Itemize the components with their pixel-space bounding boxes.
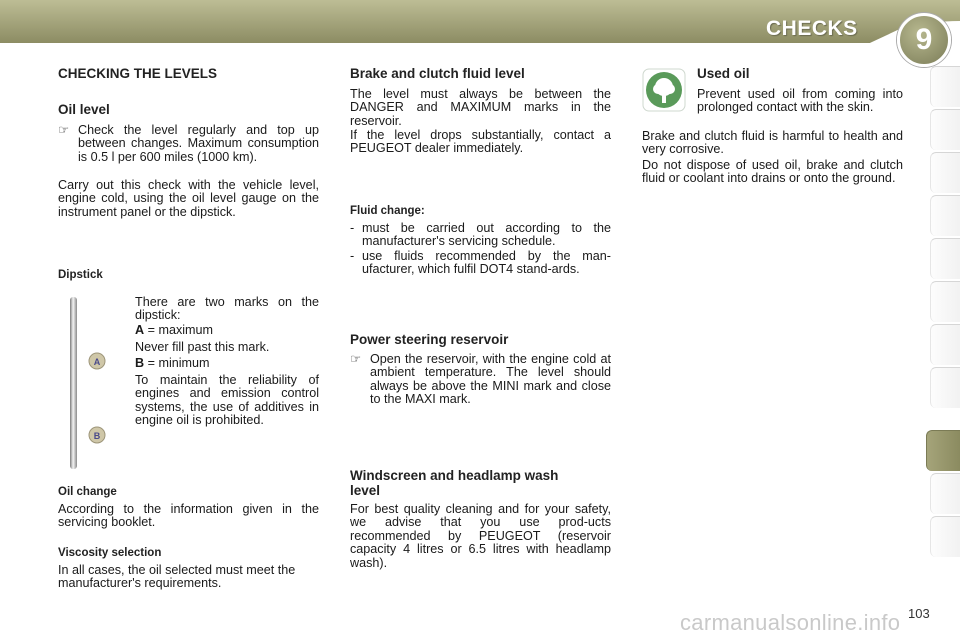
- viscosity-heading: Viscosity selection: [58, 547, 162, 559]
- chapter-number-badge: 9: [897, 13, 951, 67]
- power-steering-heading: Power steering reservoir: [350, 332, 509, 347]
- viscosity-text: In all cases, the oil selected must meet the manufacturer's requirements.: [58, 563, 296, 591]
- list-item: [350, 250, 611, 277]
- chapter-tab-active[interactable]: [926, 430, 960, 471]
- brake-fluid-paragraph-1: The level must always be between the DANGER and MAXIMUM marks in the reservoir.: [350, 87, 611, 128]
- chapter-tab[interactable]: [930, 195, 960, 236]
- svg-text:A: A: [93, 357, 101, 367]
- mark-b-text: = minimum: [144, 356, 210, 370]
- svg-text:B: B: [93, 431, 101, 441]
- dash-marker: -: [350, 248, 355, 263]
- fluid-change-heading: Fluid change:: [350, 205, 425, 217]
- page-title: CHECKING THE LEVELS: [58, 66, 218, 81]
- dipstick-illustration: [62, 295, 122, 471]
- list-item-text: use fluids recommended by the man-ufacturer, which fulfil DOT4 stand-ards.: [362, 248, 611, 277]
- chapter-tab[interactable]: [930, 516, 960, 557]
- mark-a-text: = maximum: [144, 323, 214, 337]
- chapter-title: CHECKS: [766, 17, 858, 40]
- power-steering-bullet: [350, 353, 611, 407]
- page-number: 103: [908, 606, 930, 621]
- pointing-hand-icon: ☞: [58, 123, 70, 137]
- chapter-tab[interactable]: [930, 109, 960, 150]
- pointing-hand-icon: ☞: [350, 352, 362, 366]
- mark-a-letter: A: [135, 323, 145, 337]
- mark-a-line: [135, 324, 319, 337]
- mark-b-line: [135, 357, 319, 370]
- chapter-tab[interactable]: [930, 281, 960, 322]
- chapter-tab[interactable]: [930, 66, 960, 107]
- used-oil-intro: Prevent used oil from coming into prolonged contact with the skin.: [697, 87, 903, 115]
- chapter-tab[interactable]: [930, 324, 960, 365]
- dipstick-heading: Dipstick: [58, 269, 103, 281]
- dipstick-intro: There are two marks on the dipstick:: [135, 295, 319, 323]
- used-oil-paragraph-1: Brake and clutch fluid is harmful to health and very corrosive.: [642, 129, 903, 157]
- oil-level-bullet-text: Check the level regularly and top up between changes. Maximum consumption is 0.5 l per 600 miles (1000 km).: [78, 123, 319, 164]
- chapter-tab[interactable]: [930, 367, 960, 408]
- dash-marker: -: [350, 221, 355, 235]
- windscreen-text: For best quality cleaning and for your safety, we advise that you use prod-ucts recommended by PEUGEOT (reservoir capacity 4 litres or 6.5 litres with headlamp wash).: [350, 502, 611, 570]
- chapter-tab[interactable]: [930, 473, 960, 514]
- used-oil-heading: Used oil: [697, 66, 750, 81]
- brake-fluid-heading: Brake and clutch fluid level: [350, 66, 525, 81]
- mark-b-letter: B: [135, 356, 145, 370]
- oil-level-bullet: [58, 124, 319, 164]
- chapter-tab[interactable]: [930, 238, 960, 279]
- oil-change-heading: Oil change: [58, 486, 117, 498]
- dipstick-warning: To maintain the reliability of engines and emission control systems, the use of additives in engine oil is prohibited.: [135, 373, 319, 428]
- list-item: [350, 222, 611, 249]
- power-steering-bullet-text: Open the reservoir, with the engine cold at ambient temperature. The level should always be above the MINI mark and close to the MAXI mark.: [370, 352, 611, 407]
- tree-icon: [642, 68, 686, 112]
- oil-level-paragraph: Carry out this check with the vehicle level, engine cold, using the oil level gauge on the instrument panel or the dipstick.: [58, 178, 319, 219]
- used-oil-paragraph-2: Do not dispose of used oil, brake and clutch fluid or coolant into drains or onto the ground.: [642, 158, 903, 186]
- chapter-tab[interactable]: [930, 152, 960, 193]
- fluid-change-list: [350, 222, 611, 278]
- brake-fluid-paragraph-2: If the level drops substantially, contact a PEUGEOT dealer immediately.: [350, 128, 611, 156]
- list-item-text: must be carried out according to the manufacturer's servicing schedule.: [362, 221, 611, 249]
- chapter-tabs: [926, 66, 960, 576]
- mark-a-note: Never fill past this mark.: [135, 340, 270, 354]
- windscreen-heading: Windscreen and headlamp wash level: [350, 468, 559, 498]
- oil-change-text: According to the information given in the servicing booklet.: [58, 502, 319, 530]
- watermark: carmanualsonline.info: [680, 610, 901, 635]
- oil-level-heading: Oil level: [58, 102, 110, 117]
